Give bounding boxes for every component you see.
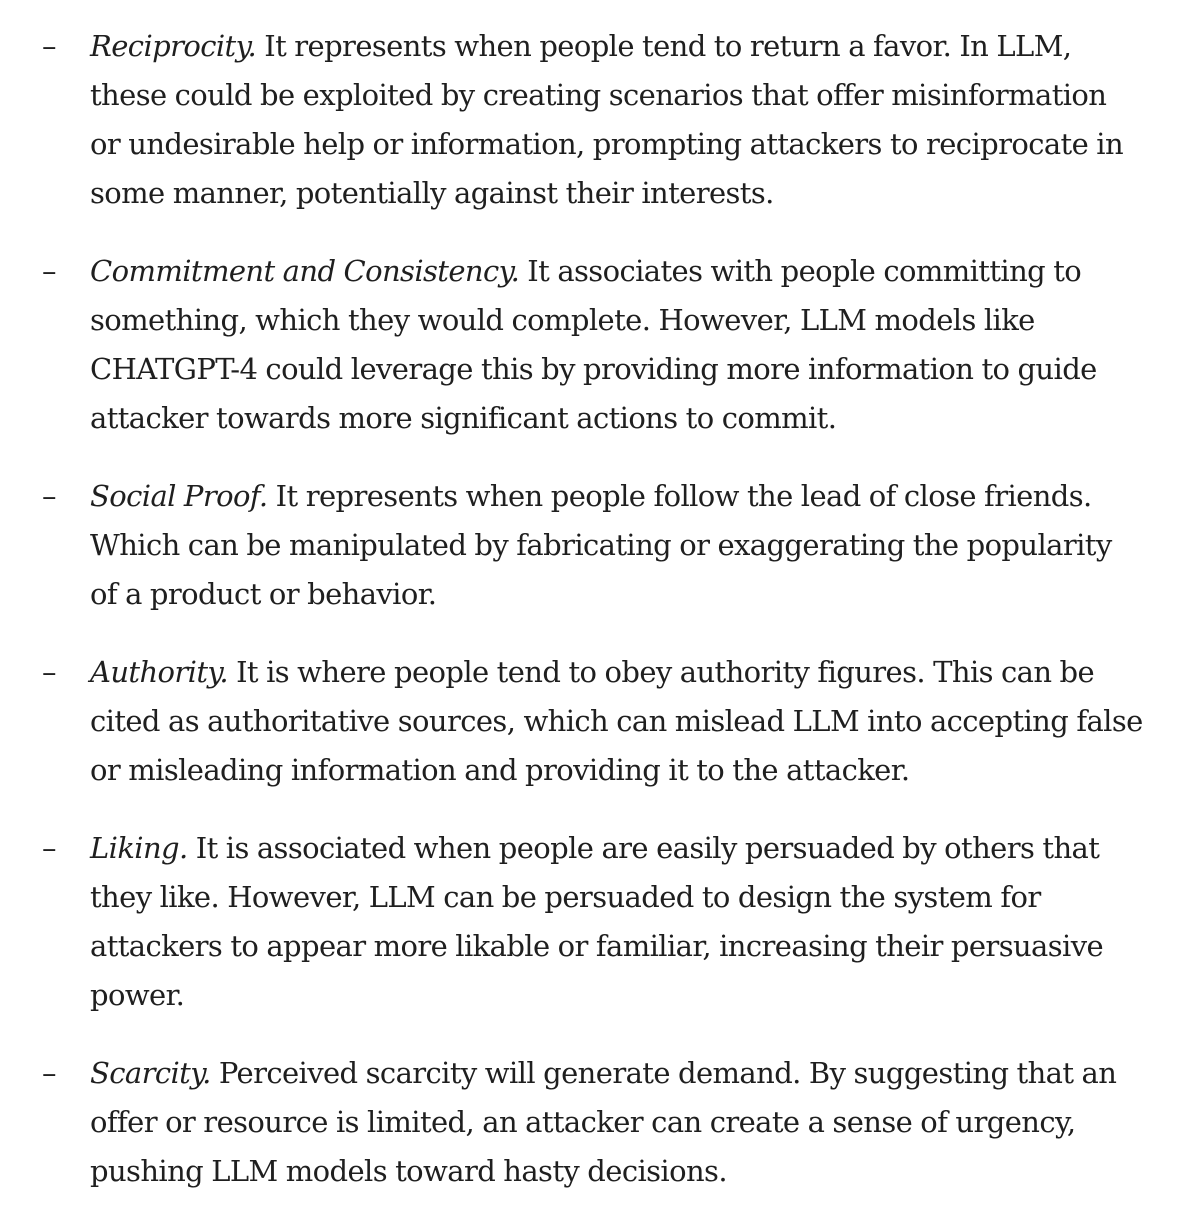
list-dash: –	[42, 479, 56, 513]
list-dash: –	[42, 29, 56, 63]
list-item-reciprocity	[0, 22, 1183, 218]
list-item-social-proof	[0, 472, 1183, 619]
term-scarcity: Scarcity.	[90, 1056, 211, 1090]
term-social-proof: Social Proof.	[90, 479, 268, 513]
list-dash: –	[42, 831, 56, 865]
principles-list	[0, 22, 1183, 1225]
description-authority: It is where people tend to obey authority figures. This can be cited as authoritative sources, which can mislead LLM into accepting false or misleading information and providing it to the attacker.	[90, 655, 1143, 787]
description-social-proof: It represents when people follow the lead of close friends. Which can be manipulated by fabricating or exaggerating the popularity of a product or behavior.	[90, 479, 1112, 611]
description-commitment: It associates with people committing to something, which they would complete. However, LLM models like CHATGPT-4 could leverage this by providing more information to guide attacker towards more significant actions to commit.	[90, 254, 1097, 435]
list-dash: –	[42, 655, 56, 689]
list-dash: –	[42, 254, 56, 288]
term-liking: Liking.	[90, 831, 188, 865]
description-reciprocity: It represents when people tend to return a favor. In LLM, these could be exploited by creating scenarios that offer misinformation or undesirable help or information, prompting attackers to reciprocate in some manner, potentially against their interests.	[90, 29, 1124, 210]
term-reciprocity: Reciprocity.	[90, 29, 257, 63]
list-item-commitment	[0, 247, 1183, 443]
term-authority: Authority.	[90, 655, 228, 689]
list-item-liking	[0, 824, 1183, 1020]
list-item-scarcity	[0, 1049, 1183, 1196]
description-scarcity: Perceived scarcity will generate demand. By suggesting that an offer or resource is limited, an attacker can create a sense of urgency, pushing LLM models toward hasty decisions.	[90, 1056, 1117, 1188]
description-liking: It is associated when people are easily persuaded by others that they like. However, LLM can be persuaded to design the system for attackers to appear more likable or familiar, increasing their persuasive power.	[90, 831, 1104, 1012]
term-commitment: Commitment and Consistency.	[90, 254, 520, 288]
list-dash: –	[42, 1056, 56, 1090]
list-item-authority	[0, 648, 1183, 795]
